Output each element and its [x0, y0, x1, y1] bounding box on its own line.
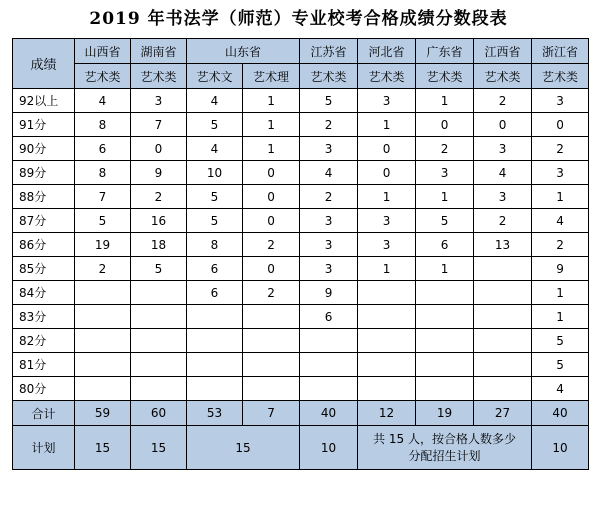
count-cell: 5 — [300, 89, 358, 113]
count-cell — [300, 353, 358, 377]
count-cell: 3 — [300, 257, 358, 281]
count-cell — [131, 353, 187, 377]
count-cell: 3 — [300, 209, 358, 233]
province-header: 湖南省 — [131, 39, 187, 64]
total-cell: 53 — [187, 401, 243, 426]
count-cell — [358, 353, 416, 377]
count-cell: 0 — [416, 113, 474, 137]
count-cell: 0 — [131, 137, 187, 161]
count-cell: 2 — [243, 281, 300, 305]
plan-note-line: 共 15 人，按合格人数多少 — [373, 431, 516, 446]
count-cell: 9 — [532, 257, 589, 281]
count-cell: 2 — [474, 209, 532, 233]
count-cell: 1 — [243, 137, 300, 161]
count-cell: 1 — [243, 89, 300, 113]
count-cell — [243, 329, 300, 353]
count-cell — [75, 281, 131, 305]
count-cell: 6 — [75, 137, 131, 161]
count-cell: 3 — [131, 89, 187, 113]
count-cell: 4 — [300, 161, 358, 185]
table-row — [13, 233, 589, 257]
count-cell — [187, 377, 243, 401]
count-cell: 8 — [187, 233, 243, 257]
score-label: 87分 — [13, 209, 75, 233]
province-header: 山东省 — [187, 39, 300, 64]
count-cell — [416, 353, 474, 377]
count-cell: 5 — [187, 209, 243, 233]
province-header: 江苏省 — [300, 39, 358, 64]
count-cell: 3 — [358, 209, 416, 233]
score-label: 88分 — [13, 185, 75, 209]
count-cell: 1 — [416, 257, 474, 281]
total-label: 合计 — [13, 401, 75, 426]
count-cell — [474, 377, 532, 401]
table-row — [13, 257, 589, 281]
count-cell: 7 — [75, 185, 131, 209]
count-cell: 1 — [358, 113, 416, 137]
count-cell: 4 — [75, 89, 131, 113]
province-header: 浙江省 — [532, 39, 589, 64]
count-cell: 8 — [75, 113, 131, 137]
plan-cell: 15 — [131, 426, 187, 470]
count-cell: 4 — [474, 161, 532, 185]
plan-cell: 15 — [187, 426, 300, 470]
count-cell — [474, 257, 532, 281]
count-cell: 1 — [416, 89, 474, 113]
score-label: 84分 — [13, 281, 75, 305]
count-cell — [75, 305, 131, 329]
table-row — [13, 113, 589, 137]
count-cell: 6 — [187, 257, 243, 281]
count-cell: 2 — [532, 137, 589, 161]
count-cell: 5 — [131, 257, 187, 281]
table-row — [13, 377, 589, 401]
subheader-cell: 艺术文 — [187, 64, 243, 89]
total-cell: 60 — [131, 401, 187, 426]
count-cell: 4 — [187, 137, 243, 161]
count-cell: 1 — [358, 257, 416, 281]
count-cell: 3 — [474, 137, 532, 161]
count-cell: 1 — [532, 185, 589, 209]
count-cell — [416, 281, 474, 305]
count-cell — [300, 329, 358, 353]
score-label: 82分 — [13, 329, 75, 353]
count-cell: 3 — [416, 161, 474, 185]
count-cell — [243, 353, 300, 377]
plan-cell: 10 — [532, 426, 589, 470]
count-cell: 5 — [187, 185, 243, 209]
subheader-cell: 艺术类 — [416, 64, 474, 89]
count-cell: 3 — [532, 161, 589, 185]
total-cell: 40 — [532, 401, 589, 426]
count-cell: 1 — [243, 113, 300, 137]
table-row — [13, 329, 589, 353]
score-label: 86分 — [13, 233, 75, 257]
count-cell: 9 — [300, 281, 358, 305]
score-label: 85分 — [13, 257, 75, 281]
table-row — [13, 89, 589, 113]
count-cell: 5 — [75, 209, 131, 233]
table-row — [13, 281, 589, 305]
count-cell: 2 — [75, 257, 131, 281]
score-distribution-table — [12, 38, 589, 470]
count-cell — [187, 329, 243, 353]
count-cell — [131, 305, 187, 329]
count-cell: 1 — [532, 305, 589, 329]
table-row — [13, 305, 589, 329]
count-cell: 13 — [474, 233, 532, 257]
count-cell — [243, 377, 300, 401]
count-cell — [474, 353, 532, 377]
count-cell: 5 — [187, 113, 243, 137]
count-cell: 3 — [300, 137, 358, 161]
score-label: 80分 — [13, 377, 75, 401]
page-title: 2019 年书法学（师范）专业校考合格成绩分数段表 — [89, 9, 508, 29]
table-row — [13, 209, 589, 233]
count-cell — [358, 281, 416, 305]
total-cell: 12 — [358, 401, 416, 426]
total-cell: 19 — [416, 401, 474, 426]
count-cell: 0 — [243, 185, 300, 209]
subheader-cell: 艺术类 — [75, 64, 131, 89]
score-label: 81分 — [13, 353, 75, 377]
count-cell: 2 — [474, 89, 532, 113]
total-cell: 40 — [300, 401, 358, 426]
corner-header: 成绩 — [13, 39, 75, 89]
score-label: 91分 — [13, 113, 75, 137]
table-row — [13, 137, 589, 161]
count-cell — [474, 281, 532, 305]
count-cell — [416, 329, 474, 353]
count-cell: 8 — [75, 161, 131, 185]
count-cell: 6 — [300, 305, 358, 329]
count-cell: 1 — [416, 185, 474, 209]
subheader-cell: 艺术类 — [474, 64, 532, 89]
count-cell: 0 — [474, 113, 532, 137]
count-cell: 4 — [532, 377, 589, 401]
count-cell — [75, 377, 131, 401]
score-label: 90分 — [13, 137, 75, 161]
count-cell: 1 — [532, 281, 589, 305]
total-cell: 27 — [474, 401, 532, 426]
subheader-cell: 艺术类 — [131, 64, 187, 89]
count-cell: 4 — [532, 209, 589, 233]
total-cell: 59 — [75, 401, 131, 426]
count-cell — [131, 281, 187, 305]
count-cell: 0 — [358, 161, 416, 185]
count-cell: 5 — [416, 209, 474, 233]
count-cell: 6 — [416, 233, 474, 257]
count-cell — [474, 305, 532, 329]
count-cell — [243, 305, 300, 329]
count-cell: 0 — [243, 209, 300, 233]
count-cell: 2 — [416, 137, 474, 161]
count-cell: 2 — [131, 185, 187, 209]
count-cell: 4 — [187, 89, 243, 113]
plan-note-line: 分配招生计划 — [408, 448, 481, 463]
count-cell: 16 — [131, 209, 187, 233]
count-cell: 0 — [358, 137, 416, 161]
table-row — [13, 185, 589, 209]
table-row — [13, 353, 589, 377]
count-cell: 2 — [300, 185, 358, 209]
count-cell: 3 — [358, 233, 416, 257]
count-cell: 0 — [532, 113, 589, 137]
province-header: 山西省 — [75, 39, 131, 64]
count-cell: 7 — [131, 113, 187, 137]
count-cell: 0 — [243, 161, 300, 185]
count-cell: 6 — [187, 281, 243, 305]
subheader-cell: 艺术类 — [358, 64, 416, 89]
province-header: 广东省 — [416, 39, 474, 64]
count-cell — [75, 329, 131, 353]
count-cell — [474, 329, 532, 353]
plan-cell: 15 — [75, 426, 131, 470]
count-cell — [187, 353, 243, 377]
count-cell — [131, 377, 187, 401]
count-cell: 19 — [75, 233, 131, 257]
subheader-cell: 艺术类 — [532, 64, 589, 89]
count-cell — [358, 329, 416, 353]
count-cell: 18 — [131, 233, 187, 257]
count-cell — [416, 377, 474, 401]
count-cell — [416, 305, 474, 329]
plan-cell: 10 — [300, 426, 358, 470]
count-cell: 3 — [300, 233, 358, 257]
score-label: 92以上 — [13, 89, 75, 113]
count-cell: 0 — [243, 257, 300, 281]
count-cell: 9 — [131, 161, 187, 185]
count-cell: 5 — [532, 353, 589, 377]
count-cell — [358, 305, 416, 329]
count-cell — [358, 377, 416, 401]
count-cell: 3 — [474, 185, 532, 209]
total-cell: 7 — [243, 401, 300, 426]
count-cell: 5 — [532, 329, 589, 353]
subheader-cell: 艺术类 — [300, 64, 358, 89]
count-cell: 2 — [532, 233, 589, 257]
plan-label: 计划 — [13, 426, 75, 470]
count-cell — [131, 329, 187, 353]
count-cell: 10 — [187, 161, 243, 185]
count-cell: 2 — [300, 113, 358, 137]
plan-note — [358, 426, 532, 470]
count-cell — [75, 353, 131, 377]
count-cell — [187, 305, 243, 329]
count-cell: 2 — [243, 233, 300, 257]
count-cell: 3 — [358, 89, 416, 113]
province-header: 河北省 — [358, 39, 416, 64]
count-cell: 3 — [532, 89, 589, 113]
count-cell — [300, 377, 358, 401]
table-row — [13, 161, 589, 185]
subheader-cell: 艺术理 — [243, 64, 300, 89]
count-cell: 1 — [358, 185, 416, 209]
province-header: 江西省 — [474, 39, 532, 64]
score-label: 89分 — [13, 161, 75, 185]
score-label: 83分 — [13, 305, 75, 329]
